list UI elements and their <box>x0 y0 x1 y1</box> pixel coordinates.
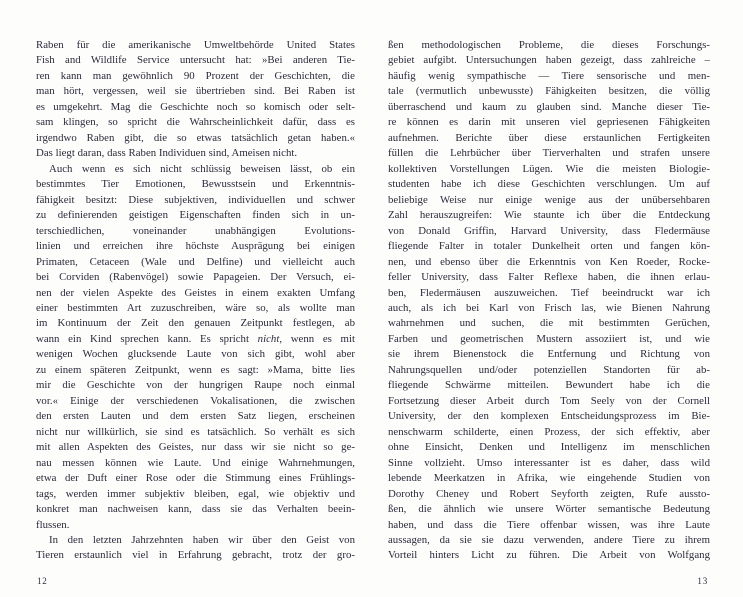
text-line: zu definierenden geistigen Eigenschaften finden sich in un- <box>36 209 355 222</box>
text-line: Primaten, Cetaceen (Wale und Delfine) und vielleicht auch <box>36 255 355 268</box>
text-line: Nahrungsquellen und/oder potenziellen Standorten für ab- <box>388 363 710 376</box>
text-line: den ersten Lauten und dem ersten Satz liegen, erscheinen <box>36 410 355 423</box>
text-line: Auch wenn es sich nicht schlüssig beweisen lässt, ob ein <box>49 162 355 175</box>
text-line: University, der den komplexen Entscheidungsprozess im Bie- <box>388 410 710 423</box>
text-line: linien und erreichen ihre höchste Ausprägung bei einigen <box>36 240 355 253</box>
text-line: terschiedlichen, voneinander unabhängigen Evolutions- <box>36 224 355 237</box>
text-line: ben, Fledermäusen auszuweichen. Tief beeindruckt war ich <box>388 286 710 299</box>
text-line: zu einem späteren Zeitpunkt, wenn es sagt: »Mama, bitte lies <box>36 363 355 376</box>
text-line: Zahl herauszugreifen: Wie staunte ich über die Entdeckung <box>388 209 710 222</box>
text-line: re können es darin mit unseren viel gepriesenen Fähigkeiten <box>388 116 710 129</box>
text-line: Raben für die amerikanische Umweltbehörde United States <box>36 39 355 51</box>
page-number-right: 13 <box>697 576 708 586</box>
text-line: sam klingen, so spricht die Wahrscheinlichkeit dafür, dass es <box>36 116 355 129</box>
text-line: feller University, dass Falter Reflexe haben, die ihnen erlau- <box>388 271 710 284</box>
text-line: nen, und ebenso über die Erkenntnis von Ken Roeder, Rocke- <box>388 255 710 268</box>
text-line: ßen methodologischen Probleme, die dieses Forschungs- <box>388 39 710 51</box>
text-line: Sinne vollzieht. Umso interessanter ist es daher, dass wild <box>388 456 710 469</box>
text-line: ohne Einsicht, Denken und Intelligenz im menschlichen <box>388 441 710 454</box>
left-page-text <box>36 38 355 564</box>
text-line: gebiet aufgibt. Untersuchungen haben gezeigt, dass zahlreiche – <box>388 54 710 67</box>
text-line: wenigen Wochen glucksende Laute von sich gibt, wohl aber <box>36 348 355 361</box>
text-line: nen der vielen Aspekte des Geistes in einem exakten Umfang <box>36 286 355 299</box>
text-line: von Donald Griffin, Harvard University, dass Fledermäuse <box>388 224 710 237</box>
text-line: kollektiven Vorstellungen Lügen. Wie die meisten Biologie- <box>388 162 710 175</box>
page-number-left: 12 <box>37 576 48 586</box>
text-line: sie ihrem Bienenstock die Entfernung und Richtung von <box>388 348 710 361</box>
text-line: tags, werden immer subjektiv bleiben, egal, wie objektiv und <box>36 487 355 500</box>
text-line: lebende Meerkatzen in Afrika, wie eingehende Studien von <box>388 472 710 485</box>
text-line: einer bestimmten Art zuzuschreiben, wäre so, als wollte man <box>36 301 355 314</box>
text-line: konkret man nachweisen kann, dass sie das Verhalten beein- <box>36 503 355 516</box>
right-page <box>371 0 743 597</box>
text-line: irgendwo Raben gibt, die so etwas tatsächlich getan haben.« <box>36 131 355 144</box>
text-line: fliegende Falter in totaler Dunkelheit orten und fangen kön- <box>388 240 710 253</box>
text-line: In den letzten Jahrzehnten haben wir über den Geist von <box>49 534 355 546</box>
text-line: ren kann man gewöhnlich 90 Prozent der Geschichten, die <box>36 69 355 82</box>
text-line: nenschwarm schilderte, einen Prozess, der sich effektiv, aber <box>388 425 710 438</box>
text-line: vor.« Einige der verschiedenen Vokalisationen, die zwischen <box>36 394 355 407</box>
text-line: Das liegt daran, dass Raben Individuen sind, Ameisen nicht. <box>36 147 298 160</box>
text-line: mir die Geschichte von der hungrigen Raupe noch einmal <box>36 379 355 392</box>
text-line: etwa der Duft einer Rose oder die Stimmung eines Frühlings- <box>36 472 355 485</box>
left-page <box>0 0 371 597</box>
text-line: auch, als ich bei Karl von Frisch las, wie Bienen Nahrung <box>388 301 710 314</box>
text-line: im Kontinuum der Zeit den genauen Zeitpunkt festlegen, ab <box>36 317 355 330</box>
text-line: überraschend und kaum zu glauben sind. Manche dieser Tie- <box>388 100 710 113</box>
text-line: ßen, die ähnlich wie unsere Wörter semantische Bedeutung <box>388 503 710 516</box>
text-line: bestimmtes Tier Emotionen, Bewusstsein und Erkenntnis- <box>36 178 355 191</box>
text-line: Farben und geometrischen Mustern assoziiert ist, und wie <box>388 332 710 345</box>
text-line: flussen. <box>36 518 70 531</box>
text-line: studenten habe ich diese Geschichten verschlungen. Um auf <box>388 178 710 191</box>
text-line: fähigkeit besitzt: Diese subjektiven, individuellen und schwer <box>36 193 355 206</box>
text-line: Dorothy Cheney und Robert Seyforth zeigten, Rufe aussto- <box>388 487 710 500</box>
text-line: aussagen, da sie sie dazu verwenden, andere Tiere zu ihrem <box>388 534 710 546</box>
text-line: wann ein Kind sprechen kann. Es spricht nicht, wenn es mit <box>36 332 355 345</box>
text-line: es umgekehrt. Mag die Geschichte noch so komisch oder selt- <box>36 100 355 113</box>
text-line: häufig wenig sympathische — Tiere sensorische und men- <box>388 69 710 82</box>
text-line: füllen die Lehrbücher über Tierverhalten und strafen unsere <box>388 147 710 160</box>
text-line: nicht nur willkürlich, sie sind es tatsächlich. So verhält es sich <box>36 425 355 438</box>
text-line: bei Corviden (Rabenvögel) sowie Papageien. Der Versuch, ei- <box>36 271 355 284</box>
text-line: Vorteil hinters Licht zu führen. Die Arbeit von Wolfgang <box>388 549 710 562</box>
text-line: aufnehmen. Berichte über diese erstaunlichen Fertigkeiten <box>388 131 710 144</box>
text-line: Tieren erstaunlich viel in Erfahrung gebracht, trotz der gro- <box>36 549 355 562</box>
text-line: mit allen Aspekten des Geistes, nur dass wir sie nicht so ge- <box>36 441 355 454</box>
text-line: fliegende Schwärme mitteilen. Bewundert habe ich die <box>388 379 710 392</box>
text-line: wahrnehmen und suchen, die mit bestimmten Gerüchen, <box>388 317 710 330</box>
text-line: tale (vermutlich unbewusste) Fähigkeiten besitzen, die völlig <box>388 85 710 98</box>
text-line: Fortsetzung dieser Arbeit durch Tom Seely von der Cornell <box>388 394 710 407</box>
text-line: beliebige Weise nur einige wenige aus der unübersehbaren <box>388 193 710 206</box>
text-line: haben, und dass die Tiere offenbar wissen, was ihre Laute <box>388 518 710 531</box>
text-line: Fish and Wildlife Service untersucht hat: »Bei anderen Tie- <box>36 54 355 67</box>
right-page-text <box>388 38 710 564</box>
text-line: nau messen können wie Laute. Und einige Wahrnehmungen, <box>36 456 355 469</box>
text-line: man hört, vergessen, weil sie übertrieben sind. Bei Raben ist <box>36 85 355 98</box>
